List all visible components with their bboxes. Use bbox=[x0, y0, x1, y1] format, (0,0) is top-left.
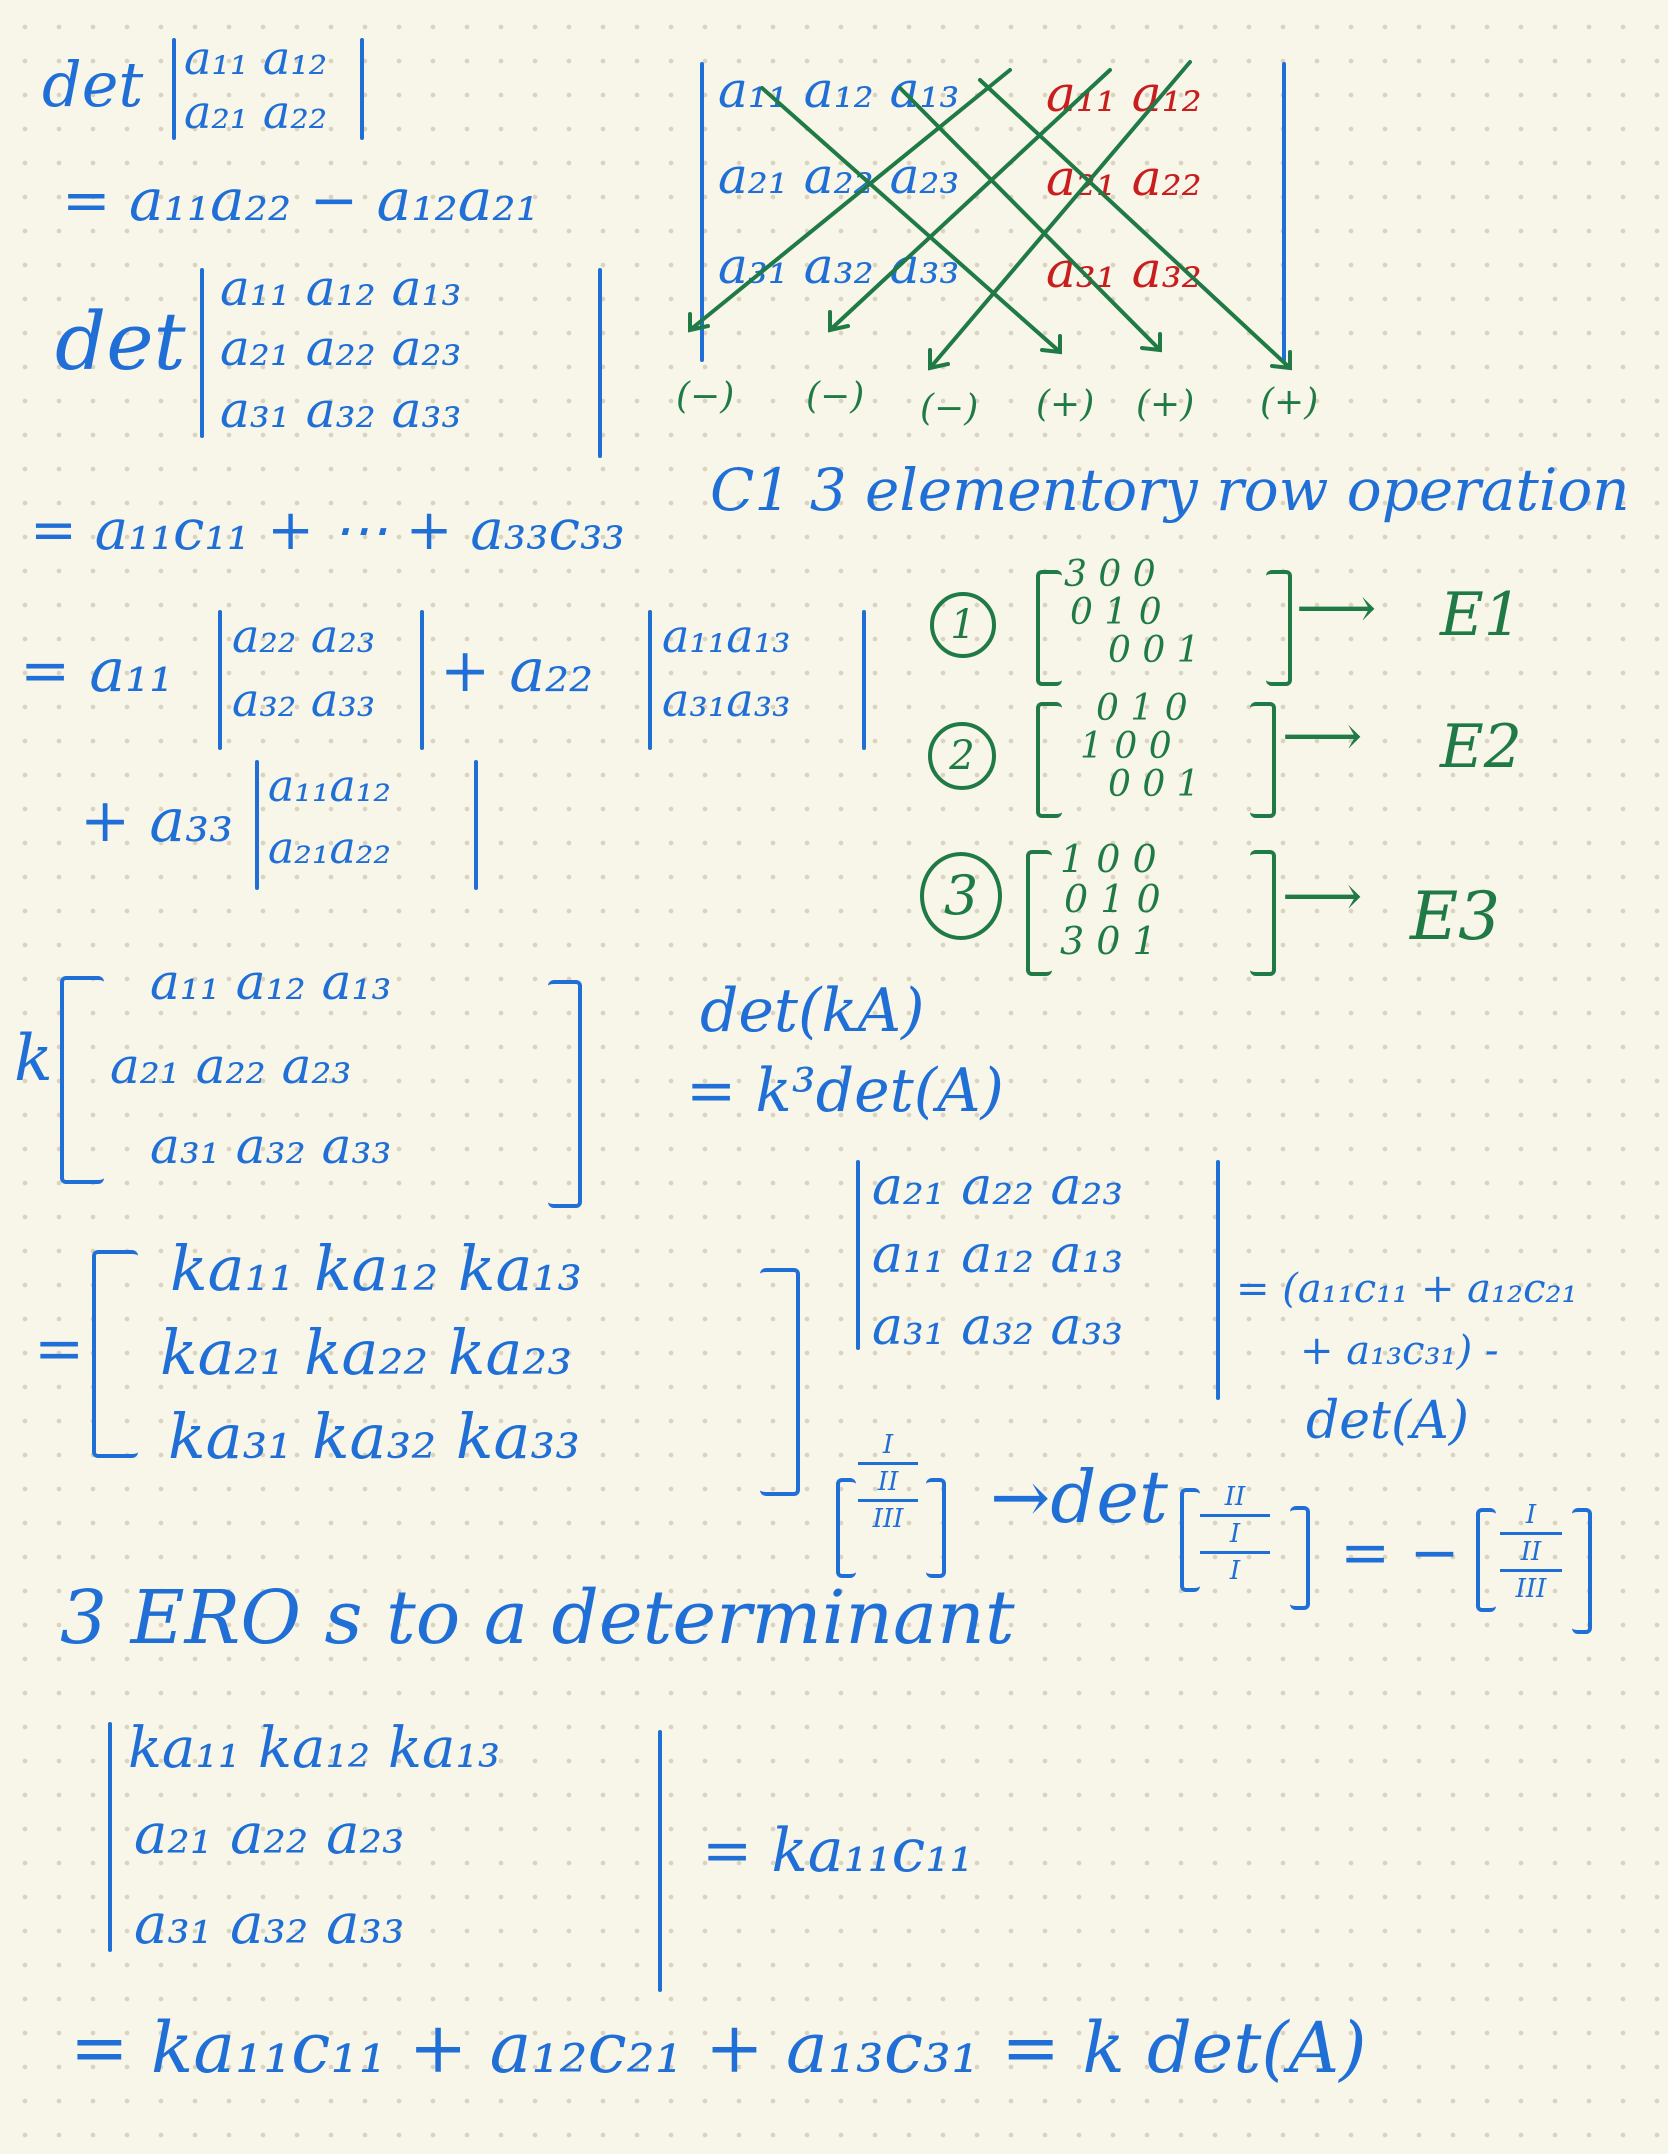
perm-c-mid: II bbox=[1520, 1537, 1542, 1567]
det-kA: det(kA) bbox=[700, 976, 925, 1046]
scalar-row3: a₃₁ a₃₂ a₃₃ bbox=[150, 1117, 392, 1175]
swap-row1: a₂₁ a₂₂ a₂₃ bbox=[872, 1157, 1124, 1217]
perm-b-bot: I bbox=[1229, 1556, 1241, 1586]
det3-row3: a₃₁ a₃₂ a₃₃ bbox=[220, 381, 462, 439]
ero-2-row3: 0 0 1 bbox=[1108, 764, 1200, 805]
swap-result-1: = (a₁₁c₁₁ + a₁₂c₂₁ bbox=[1236, 1266, 1578, 1312]
sarrus-row1-ext: a₁₁ a₁₂ bbox=[1046, 65, 1202, 123]
scalar-row1: a₁₁ a₁₂ a₁₃ bbox=[150, 953, 392, 1011]
det3-row2: a₂₁ a₂₂ a₂₃ bbox=[220, 319, 462, 377]
ero-2-row1: 0 1 0 bbox=[1096, 688, 1188, 729]
ero-3-row1: 1 0 0 bbox=[1060, 837, 1157, 881]
ero-1-result: E1 bbox=[1440, 580, 1522, 650]
perm-a-top: I bbox=[882, 1430, 894, 1460]
sarrus-row3-ext: a₃₁ a₃₂ bbox=[1046, 241, 1202, 299]
det2-row1: a₁₁ a₁₂ bbox=[184, 31, 328, 85]
perm-a-left-bracket bbox=[836, 1478, 856, 1578]
ero-3-result: E3 bbox=[1410, 878, 1501, 955]
sarrus-row1-main: a₁₁ a₁₂ a₁₃ bbox=[718, 61, 960, 119]
expansion-a: = a₁₁ bbox=[20, 636, 174, 706]
ero-2-left-bracket bbox=[1036, 702, 1062, 818]
det3-row1: a₁₁ a₁₂ a₁₃ bbox=[220, 259, 462, 317]
swap-row3: a₃₁ a₃₂ a₃₃ bbox=[872, 1297, 1124, 1357]
swap-left-bar bbox=[856, 1160, 860, 1350]
perm-a-mid: II bbox=[877, 1467, 899, 1497]
perm-b-left-bracket bbox=[1180, 1488, 1200, 1592]
ero-1-row1: 3 0 0 bbox=[1064, 554, 1156, 595]
ero-3-row3: 3 0 1 bbox=[1060, 919, 1157, 963]
section-det-left-bar bbox=[108, 1722, 112, 1952]
section-result: = ka₁₁c₁₁ bbox=[702, 1816, 974, 1886]
sarrus-sign-1: (−) bbox=[676, 376, 735, 417]
sarrus-sign-4: (+) bbox=[1036, 384, 1095, 425]
section-final: = ka₁₁c₁₁ + a₁₂c₂₁ + a₁₃c₃₁ = k det(A) bbox=[70, 2007, 1367, 2089]
scaled-row1: ka₁₁ ka₁₂ ka₁₃ bbox=[170, 1232, 583, 1305]
sarrus-row2-ext: a₂₁ a₂₂ bbox=[1046, 149, 1202, 207]
diag-plus-1 bbox=[762, 88, 1060, 352]
swap-result-2: + a₁₃c₃₁) - bbox=[1300, 1328, 1499, 1374]
ero-3-row2: 0 1 0 bbox=[1064, 877, 1161, 921]
swap-row2: a₁₁ a₁₂ a₁₃ bbox=[872, 1225, 1124, 1285]
sarrus-sign-3: (−) bbox=[920, 388, 979, 429]
scaled-row3: ka₃₁ ka₃₂ ka₃₃ bbox=[168, 1400, 581, 1473]
perm-b-right-bracket bbox=[1290, 1506, 1310, 1610]
scalar-k: k bbox=[14, 1022, 53, 1096]
minor-a-row1: a₂₂ a₂₃ bbox=[232, 609, 376, 663]
scalar-right-bracket bbox=[548, 980, 582, 1208]
det3-label: det bbox=[55, 295, 186, 388]
section-row2: a₂₁ a₂₂ a₂₃ bbox=[134, 1802, 405, 1867]
cofactor-sum: = a₁₁c₁₁ + ⋯ + a₃₃c₃₃ bbox=[30, 498, 625, 563]
perm-c-top: I bbox=[1525, 1500, 1537, 1530]
perm-c-right-bracket bbox=[1572, 1508, 1592, 1634]
sarrus-row2-main: a₂₁ a₂₂ a₂₃ bbox=[718, 147, 960, 205]
perm-c-left-bracket bbox=[1476, 1508, 1496, 1612]
minor-c-row2: a₂₁a₂₂ bbox=[268, 823, 392, 874]
ero-3-arrow: ⟶ bbox=[1282, 864, 1363, 929]
diag-minus-3 bbox=[930, 62, 1190, 368]
perm-arrow-det: →det bbox=[990, 1455, 1168, 1539]
section-title: 3 ERO s to a determinant bbox=[60, 1575, 1015, 1661]
scaled-right-bracket bbox=[760, 1268, 800, 1496]
ero-2-number: 2 bbox=[928, 722, 996, 790]
ero-1-arrow: ⟶ bbox=[1296, 576, 1377, 641]
sarrus-sign-2: (−) bbox=[806, 376, 865, 417]
det2-result: = a₁₁a₂₂ − a₁₂a₂₁ bbox=[62, 166, 539, 234]
ero-3-number: 3 bbox=[920, 852, 1002, 940]
sarrus-sign-5: (+) bbox=[1136, 384, 1195, 425]
section-row1: ka₁₁ ka₁₂ ka₁₃ bbox=[128, 1716, 501, 1781]
perm-a-right-bracket bbox=[926, 1478, 946, 1578]
ero-2-result: E2 bbox=[1440, 712, 1522, 782]
scaled-eq: = bbox=[34, 1314, 85, 1384]
ero-1-row3: 0 0 1 bbox=[1108, 630, 1200, 671]
ero-2-right-bracket bbox=[1250, 702, 1276, 818]
expansion-c: + a₃₃ bbox=[80, 786, 234, 856]
ero-2-row2: 1 0 0 bbox=[1080, 726, 1172, 767]
perm-b bbox=[1200, 1482, 1270, 1586]
det2-label: det bbox=[42, 48, 144, 121]
scaled-left-bracket bbox=[92, 1250, 138, 1458]
ero-1-right-bracket bbox=[1266, 570, 1292, 686]
det-kA-result: = k³det(A) bbox=[686, 1056, 1004, 1126]
expansion-b: + a₂₂ bbox=[440, 636, 594, 706]
perm-b-top: II bbox=[1224, 1482, 1246, 1512]
sarrus-sign-6: (+) bbox=[1260, 382, 1319, 423]
ero-heading: C1 3 elementory row operation bbox=[710, 456, 1630, 524]
perm-b-mid: I bbox=[1229, 1519, 1241, 1549]
scalar-row2: a₂₁ a₂₂ a₂₃ bbox=[110, 1037, 352, 1095]
section-det-right-bar bbox=[658, 1730, 662, 1992]
perm-a-bot: III bbox=[872, 1504, 904, 1534]
swap-result-3: det(A) bbox=[1306, 1391, 1470, 1451]
perm-eq: = − bbox=[1340, 1518, 1460, 1588]
sarrus-row3-main: a₃₁ a₃₂ a₃₃ bbox=[718, 237, 960, 295]
scaled-row2: ka₂₁ ka₂₂ ka₂₃ bbox=[160, 1316, 573, 1389]
minor-b-row1: a₁₁a₁₃ bbox=[662, 609, 791, 663]
diag-minus-2 bbox=[830, 70, 1110, 330]
minor-b-row2: a₃₁a₃₃ bbox=[662, 673, 791, 727]
ero-2-arrow: ⟶ bbox=[1282, 704, 1363, 769]
perm-c-bot: III bbox=[1515, 1574, 1547, 1604]
diag-minus-1 bbox=[690, 70, 1010, 330]
det2-row2: a₂₁ a₂₂ bbox=[184, 85, 328, 139]
perm-a bbox=[858, 1430, 918, 1534]
ero-1-row2: 0 1 0 bbox=[1070, 592, 1162, 633]
swap-right-bar bbox=[1216, 1160, 1220, 1400]
perm-c bbox=[1500, 1500, 1562, 1604]
scalar-left-bracket bbox=[60, 976, 104, 1184]
ero-1-left-bracket bbox=[1036, 570, 1062, 686]
ero-3-left-bracket bbox=[1026, 850, 1052, 976]
ero-3-right-bracket bbox=[1250, 850, 1276, 976]
minor-c-row1: a₁₁a₁₂ bbox=[268, 761, 392, 812]
ero-1-number: 1 bbox=[930, 592, 996, 658]
minor-a-row2: a₃₂ a₃₃ bbox=[232, 673, 376, 727]
section-row3: a₃₁ a₃₂ a₃₃ bbox=[134, 1892, 405, 1957]
